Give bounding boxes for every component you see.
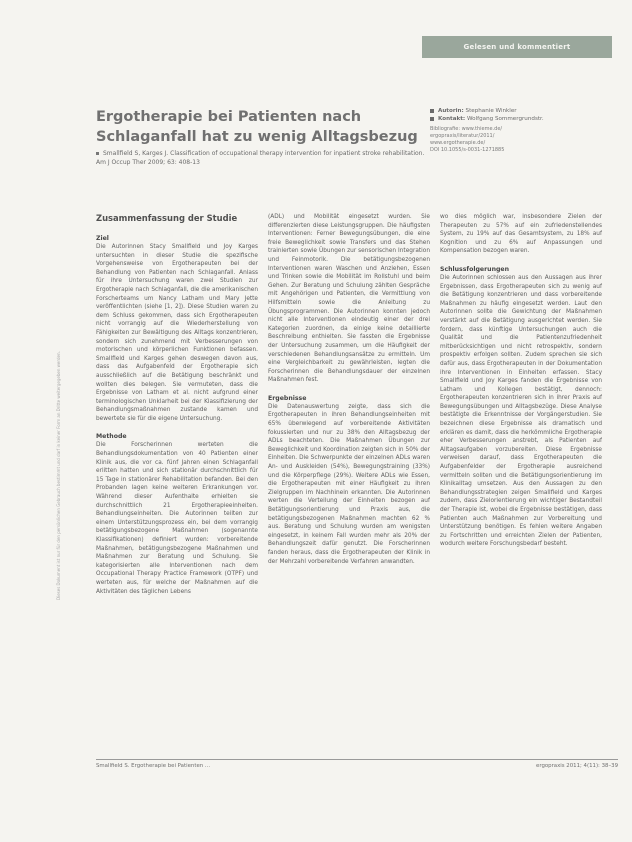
column-3 xyxy=(440,213,602,751)
meta-line: Bibliografie: www.thieme.de/ xyxy=(430,126,503,133)
heading-methode: Methode xyxy=(96,433,127,441)
paragraph-ergebnisse: Die Datenauswertung zeigte, dass sich die Ergotherapeuten in ihren Behandlungseinheiten mit 65% überwiegend auf vorbereitende Aktivitäten fokussierten und nur zu 38% den Alltagsbezug der ADLs beachteten. Die Maßnahmen Übungen zur Beweglichkeit und Koordination zeigten sich in 50% der Einheiten. Die Schwerpunkte der einzelnen ADLs waren An- und Auskleiden (54%), Bewegungstraining (33%) und die Körperpflege (29%). Weitere ADLs wie Essen, die Ergotherapeuten mit einer Häufigkeit zu ihren Zielgruppen im Nachhinein erkannten. Die Autorinnen werten die Verteilung der Einheiten bezogen auf Betätigungsorientierung und Praxis aus, die betätigungsbezogenen Maßnahmen machten 62 % aus. Beratung und Schulung wurden am wenigsten eingesetzt, in keinem Fall wurden mehr als 20% der Behandlungszeit dafür genutzt. Die Forscherinnen fanden heraus, dass die Ergotherapeuten der Klinik in der Mehrzahl vorbereitende Verfahren anwandten. xyxy=(268,403,430,565)
meta-line: ergopraxis/literatur/2011/ xyxy=(430,133,495,140)
author-value: Stephanie Winkler xyxy=(465,108,517,114)
summary-heading: Zusammenfassung der Studie xyxy=(96,213,238,223)
page-footer xyxy=(96,759,618,769)
bullet-square-icon xyxy=(430,109,434,113)
paragraph-intro-2: (ADL) und Mobilität eingesetzt wurden. Sie differenzierten diese Leistungsgruppen. Die häufigsten Interventionen: Ferner Bewegungsübungen, die eine freie Beweglichkeit sowie Transfers und das Stehen trainierten sowie Übungen zur sensorischen Integration und Feinmotorik. Die betätigungsbezogenen Interventionen waren Waschen und Anziehen, Essen und Trinken sowie die Mobilität im Rollstuhl und beim Gehen. Zur Beratung und Schulung zählten Gespräche mit Angehörigen und Patienten, die Vermittlung von Hilfsmitteln sowie die Anleitung zu Übungsprogrammen. Die Autorinnen konnten jedoch nicht alle Interventionen eindeutig einer der drei Kategorien zuordnen, da einige keine detaillierte Beschreibung enthielten. Sie fassten die Ergebnisse der Untersuchung zusammen, um die Häufigkeit der verschiedenen Behandlungsansätze zu ermitteln. Um eine Vergleichbarkeit zu gewährleisten, legten die Forscherinnen die Behandlungsdauer der einzelnen Maßnahmen fest. xyxy=(268,214,430,384)
bullet-square-icon xyxy=(430,117,434,121)
reference-text: Smallfield S, Karges J. Classification of occupational therapy intervention for inpatient stroke rehabilitation. Am J Occup Ther 2009; 63: 408-13 xyxy=(96,150,425,166)
column-2 xyxy=(268,213,430,751)
article-meta xyxy=(430,107,620,154)
footer-left: Smallfield S. Ergotherapie bei Patienten ... xyxy=(96,763,211,769)
reference xyxy=(96,150,426,167)
author-label: Autorin: xyxy=(438,108,464,114)
footer-right: ergopraxis 2011; 4(11): 38–39 xyxy=(536,763,618,769)
article-title: Ergotherapie bei Patienten nach Schlaganfall hat zu wenig Alltagsbezug xyxy=(96,109,418,145)
copyright-notice: Dieses Dokument ist nur für den persönlichen Gebrauch bestimmt und darf in keiner Form an Dritte weitergegeben werden. xyxy=(56,351,61,600)
section-tab: Gelesen und kommentiert xyxy=(422,36,612,58)
bullet-dot-icon xyxy=(96,152,99,155)
meta-lines xyxy=(430,126,620,154)
contact-row xyxy=(430,115,620,123)
paragraph-ziel: Die Autorinnen Stacy Smallfield und Joy Karges untersuchten in dieser Studie die spezifische Vorgehensweise von Ergotherapeuten bei der Behandlung von Patienten nach Schlaganfall. Anlass für ihre Untersuchung waren zwei Studien zur Ergotherapie nach Schlaganfall, die die amerikanischen Forscherteams um Nancy Latham und Mary Jette veröffentlichten (siehe [1, 2]). Diese Studien waren zu dem Schluss gekommen, dass sich Ergotherapeuten nicht vorrangig auf die Wiederherstellung von Fähigkeiten zur Bewältigung des Alltags konzentrieren, sondern sich zunehmend mit Verbesserungen von motorischen und körperlichen Funktionen befassen. Smallfield und Karges gehen deswegen davon aus, dass das Aufgabenfeld der Ergotherapie sich ausschließlich auf die Betätigung beschränkt und wollten dies belegen. Sie vermuteten, dass die Ergebnisse von Latham et al. nicht aufgrund einer terminologischen Unklarheit bei der Klassifizierung der Behandlungsmaßnahmen zustande kamen und bewertete sie für die eigene Untersuchung. xyxy=(96,244,258,422)
column-1 xyxy=(96,223,258,751)
contact-value: Wolfgang Sommergrundstr. xyxy=(466,116,544,123)
heading-schlussfolgerungen: Schlussfolgerungen xyxy=(440,265,510,273)
meta-line: DOI 10.1055/s-0031-1271885 xyxy=(430,147,505,154)
paragraph-methode: Die Forscherinnen werteten die Behandlungsdokumentation von 40 Patienten einer Klinik aus, die vor ca. fünf Jahren einen Schlaganfall erlitten hatten und sich stationär durchschnittlich für 15 Tage in stationärer Rehabilitation befanden. Bei den Probanden lagen keine weiteren Erkrankungen vor. Während dieser Aufenthalte erhielten sie durchschnittlich 21 Ergotherapieeinheiten. Behandlungseinheiten. Die Autorinnen teilten zur einem Unterstützungsprozess ein, bei dem vorrangig betätigungsbezogene Maßnahmen (sogenannte Klassifikationen) definiert wurden: vorbereitende Maßnahmen, betätigungsbezogene Maßnahmen und Maßnahmen zur Beratung und Schulung. Sie kategorisierten alle Interventionen nach dem Occupational Therapy Practice Framework (OTPF) und werteten aus, für welche der Maßnahmen auf die Aktivitäten des täglichen Lebens xyxy=(96,442,258,595)
heading-ergebnisse: Ergebnisse xyxy=(268,394,307,402)
author-row xyxy=(430,107,620,115)
paragraph-intro-3: wo dies möglich war, insbesondere Zielen der Therapeuten zu 57% auf ein zufriedenstellendes System, zu 19% auf das Gesamtsystem, zu 18% auf Kognition und zu 6% auf Anpassungen und Kompensation bezogen waren. xyxy=(440,214,602,255)
contact-label: Kontakt: xyxy=(438,116,466,123)
meta-line: www.ergotherapie.de/ xyxy=(430,140,486,147)
heading-ziel: Ziel xyxy=(96,235,109,242)
paragraph-schlussfolgerungen: Die Autorinnen schlossen aus den Aussagen aus ihrer Ergebnissen, dass Ergotherapeuten sich zu wenig auf die Betätigung konzentrieren und dass vorbereitende Maßnahmen zu häufig eingesetzt werden. Laut den Autorinnen sollte die Gewichtung der Maßnahmen verstärkt auf die Betätigung ausgerichtet werden. Sie fordern, dass künftige Untersuchungen auch die Qualität und die Patientenzufriedenheit mitberücksichtigen und nicht retrospektiv, sondern prospektiv erfolgen sollten. Zudem sprechen sie sich dafür aus, dass Ergotherapeuten in der Dokumentation ihre Interventionen in Einheiten erfassen. Stacy Smallfield und Joy Karges fanden die Ergebnisse von Latham und Kollegen bestätigt, dennoch: Ergotherapeuten konzentrieren sich in ihrer Praxis auf Bewegungsübungen und Alltagsbezüge. Diese Analyse bestätigte die Erkenntnisse der Vorgängerstudien. Sie bezeichnen diese Ergebnisse als dramatisch und erklären es damit, dass die herkömmliche Ergotherapie eher Verbesserungen anstrebt, als Patienten auf Alltagsaufgaben vorzubereiten. Diese Ergebnisse verweisen darauf, dass Ergotherapeuten die Aufgabenfelder der Ergotherapie ausreichend vermitteln sollten und die Betätigungsorientierung im Klinikalltag umsetzen. Aus den Aussagen zu den Behandlungsstrategien zeigen Smallfield und Karges zudem, dass Zielorientierung ein wichtiger Bestandteil der Therapie ist, wobei die Ergebnisse bestätigen, dass Patienten auch Maßnahmen zur Vorbereitung und Unterstützung benötigen. Es fehlen weitere Angaben zu Fortschritten und erreichten Zielen der Patienten, wodurch weitere Forschungsbedarf besteht. xyxy=(440,274,602,548)
